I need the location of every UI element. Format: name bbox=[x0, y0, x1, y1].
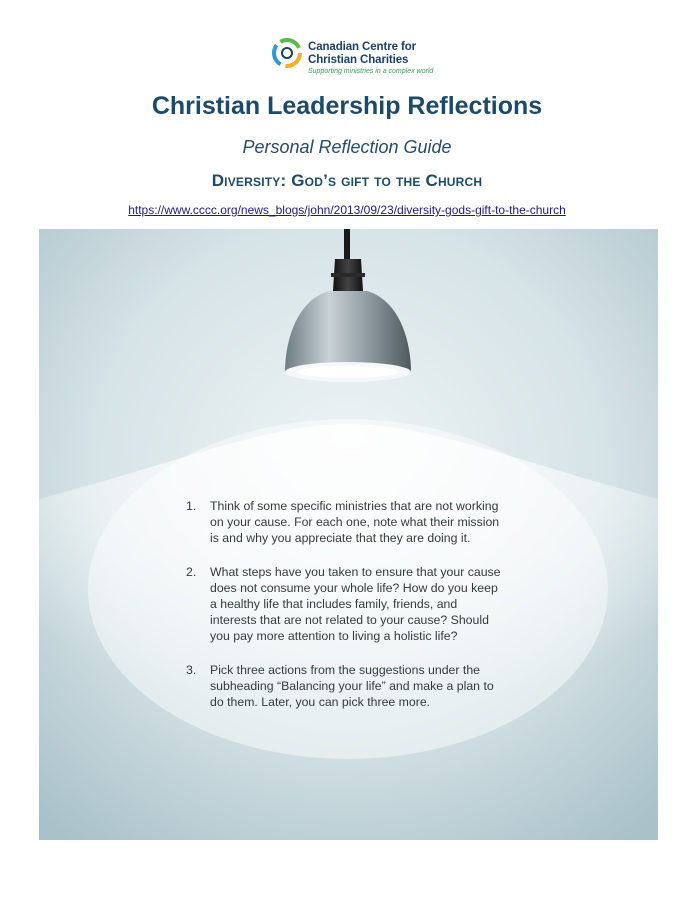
page-subtitle: Personal Reflection Guide bbox=[242, 137, 452, 157]
reflection-questions bbox=[186, 498, 506, 727]
cccc-logo bbox=[270, 34, 460, 78]
logo-name-line1: Canadian Centre for bbox=[308, 41, 417, 53]
item-number: 2. bbox=[186, 564, 197, 579]
list-item bbox=[186, 662, 506, 711]
list-item bbox=[186, 564, 506, 645]
item-text: Think of some specific ministries that are not working on your cause. For each one, note what their mission is and why you appreciate that they are doing it. bbox=[210, 499, 500, 546]
item-number: 3. bbox=[186, 662, 197, 677]
item-number: 1. bbox=[186, 499, 197, 513]
item-text: What steps have you taken to ensure that your cause does not consume your whole life? How do you keep a healthy life that includes family, friends, and interests that are not related to your cause? Should you pay more attention to living a holistic life? bbox=[210, 564, 501, 644]
logo-tagline: Supporting ministries in a complex world bbox=[308, 68, 434, 75]
page-title: Christian Leadership Reflections bbox=[151, 92, 543, 120]
list-item bbox=[186, 498, 506, 547]
logo-circle-icon bbox=[270, 36, 304, 70]
logo-name-line2: Christian Charities bbox=[308, 54, 409, 66]
article-link[interactable]: https://www.cccc.org/news_blogs/john/2013/09/23/diversity-gods-gift-to-the-church bbox=[128, 203, 566, 217]
item-text: Pick three actions from the suggestions under the subheading “Balancing your life” and make a plan to do them. Later, you can pick three more. bbox=[210, 662, 494, 710]
article-heading: Diversity: God’s gift to the Church bbox=[211, 171, 483, 190]
